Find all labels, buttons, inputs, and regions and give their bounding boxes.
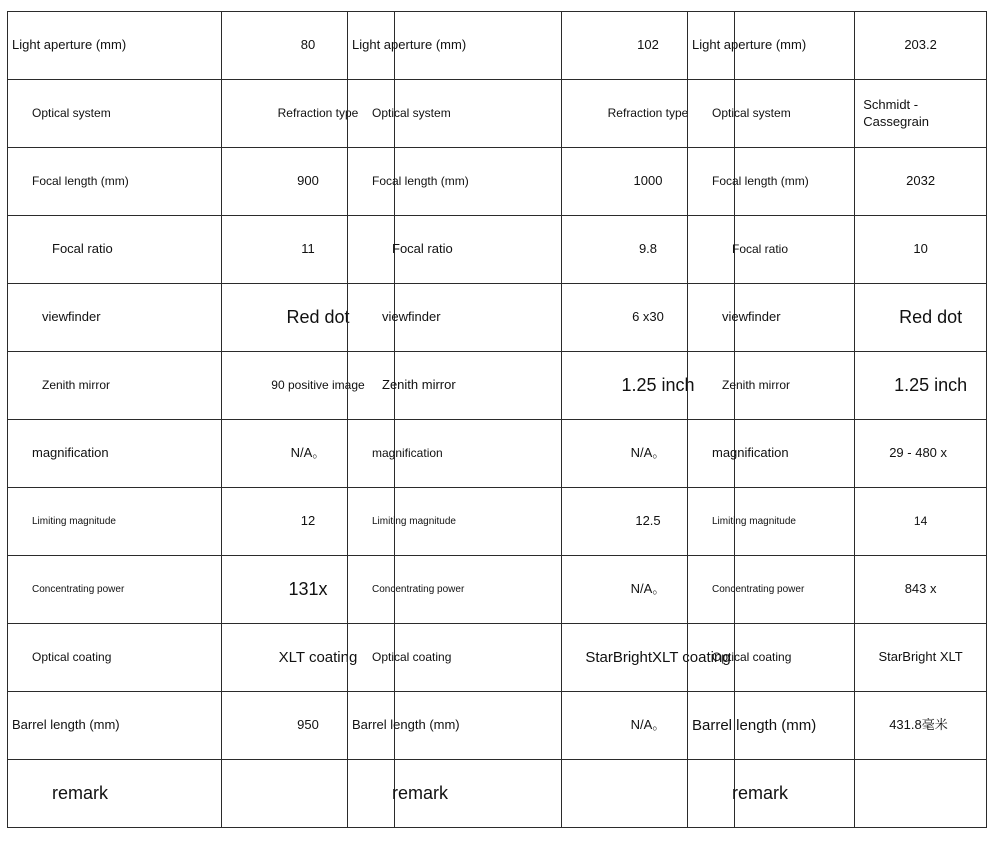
table-row [348, 420, 735, 488]
label-remark: remark [688, 760, 855, 828]
table-row [688, 148, 987, 216]
spec-table-1 [7, 11, 395, 828]
table-row [348, 12, 735, 80]
value-viewfinder: Red dot [222, 284, 395, 352]
label-viewfinder: viewfinder [348, 284, 562, 352]
label-viewfinder: viewfinder [688, 284, 855, 352]
label-light-aperture: Light aperture (mm) [8, 12, 222, 80]
table-row [8, 624, 395, 692]
table-row [8, 420, 395, 488]
label-concentrating-power: Concentrating power [348, 556, 562, 624]
value-light-aperture: 203.2 [855, 12, 987, 80]
label-focal-length: Focal length (mm) [348, 148, 562, 216]
value-focal-length: 900 [222, 148, 395, 216]
table-row [8, 80, 395, 148]
label-zenith-mirror: Zenith mirror [348, 352, 562, 420]
spec-table-3 [687, 11, 987, 828]
table-row [8, 12, 395, 80]
table-row [688, 624, 987, 692]
label-limiting-magnitude: Limiting magnitude [8, 488, 222, 556]
label-optical-coating: Optical coating [8, 624, 222, 692]
table-row [688, 80, 987, 148]
value-barrel-length: N/A。 [562, 692, 735, 760]
table-row [688, 420, 987, 488]
value-concentrating-power: 131x [222, 556, 395, 624]
value-viewfinder: 6 x30 [562, 284, 735, 352]
table-row [348, 80, 735, 148]
label-concentrating-power: Concentrating power [688, 556, 855, 624]
label-magnification: magnification [8, 420, 222, 488]
value-limiting-magnitude: 12.5 [562, 488, 735, 556]
table-row [8, 148, 395, 216]
table-row [688, 488, 987, 556]
label-light-aperture: Light aperture (mm) [688, 12, 855, 80]
value-concentrating-power: N/A。 [562, 556, 735, 624]
value-optical-system: Refraction type [222, 80, 395, 148]
value-magnification: N/A。 [222, 420, 395, 488]
value-concentrating-power: 843 x [855, 556, 987, 624]
table-row [348, 352, 735, 420]
table-row [348, 216, 735, 284]
spec-table-2 [347, 11, 735, 828]
label-optical-coating: Optical coating [688, 624, 855, 692]
value-viewfinder: Red dot [855, 284, 987, 352]
label-optical-system: Optical system [688, 80, 855, 148]
value-optical-coating-text: StarBrightXLT coating [585, 648, 731, 666]
table-row [348, 488, 735, 556]
table-row [8, 692, 395, 760]
label-optical-system: Optical system [8, 80, 222, 148]
value-focal-ratio: 11 [222, 216, 395, 284]
label-remark: remark [8, 760, 222, 828]
label-concentrating-power: Concentrating power [8, 556, 222, 624]
table-row [688, 760, 987, 828]
value-focal-length: 1000 [562, 148, 735, 216]
value-optical-coating: StarBright XLT [855, 624, 987, 692]
value-zenith-mirror: 90 positive image [222, 352, 395, 420]
label-barrel-length: Barrel length (mm) [8, 692, 222, 760]
label-magnification: magnification [348, 420, 562, 488]
label-barrel-length: Barrel length (mm) [348, 692, 562, 760]
value-magnification: 29 - 480 x [855, 420, 987, 488]
label-remark: remark [348, 760, 562, 828]
label-focal-length: Focal length (mm) [688, 148, 855, 216]
table-row [8, 556, 395, 624]
table-row [348, 284, 735, 352]
value-barrel-length: 431.8毫米 [855, 692, 987, 760]
label-light-aperture: Light aperture (mm) [348, 12, 562, 80]
label-focal-ratio: Focal ratio [8, 216, 222, 284]
value-focal-ratio: 10 [855, 216, 987, 284]
label-viewfinder: viewfinder [8, 284, 222, 352]
table-row [8, 760, 395, 828]
label-zenith-mirror: Zenith mirror [688, 352, 855, 420]
value-limiting-magnitude: 14 [855, 488, 987, 556]
label-optical-coating: Optical coating [348, 624, 562, 692]
value-light-aperture: 80 [222, 12, 395, 80]
value-zenith-mirror: 1.25 inch [562, 352, 735, 420]
value-light-aperture: 102 [562, 12, 735, 80]
table-row [348, 624, 735, 692]
table-row [8, 488, 395, 556]
table-row [688, 556, 987, 624]
value-focal-ratio: 9.8 [562, 216, 735, 284]
label-limiting-magnitude: Limiting magnitude [688, 488, 855, 556]
value-optical-system: Schmidt - Cassegrain [855, 80, 987, 148]
table-row [8, 352, 395, 420]
label-focal-ratio: Focal ratio [688, 216, 855, 284]
table-row [688, 692, 987, 760]
label-limiting-magnitude: Limiting magnitude [348, 488, 562, 556]
label-optical-system: Optical system [348, 80, 562, 148]
table-row [348, 760, 735, 828]
label-focal-length: Focal length (mm) [8, 148, 222, 216]
value-focal-length: 2032 [855, 148, 987, 216]
value-remark [855, 760, 987, 828]
label-magnification: magnification [688, 420, 855, 488]
value-optical-coating: XLT coating [222, 624, 395, 692]
value-optical-system: Refraction type [562, 80, 735, 148]
table-row [8, 284, 395, 352]
label-focal-ratio: Focal ratio [348, 216, 562, 284]
table-row [688, 216, 987, 284]
label-barrel-length: Barrel length (mm) [688, 692, 855, 760]
table-row [348, 148, 735, 216]
value-barrel-length: 950 [222, 692, 395, 760]
table-row [348, 692, 735, 760]
table-row [348, 556, 735, 624]
value-limiting-magnitude: 12 [222, 488, 395, 556]
value-magnification: N/A。 [562, 420, 735, 488]
table-row [688, 12, 987, 80]
label-zenith-mirror: Zenith mirror [8, 352, 222, 420]
table-row [688, 284, 987, 352]
table-row [8, 216, 395, 284]
value-zenith-mirror: 1.25 inch [855, 352, 987, 420]
table-row [688, 352, 987, 420]
